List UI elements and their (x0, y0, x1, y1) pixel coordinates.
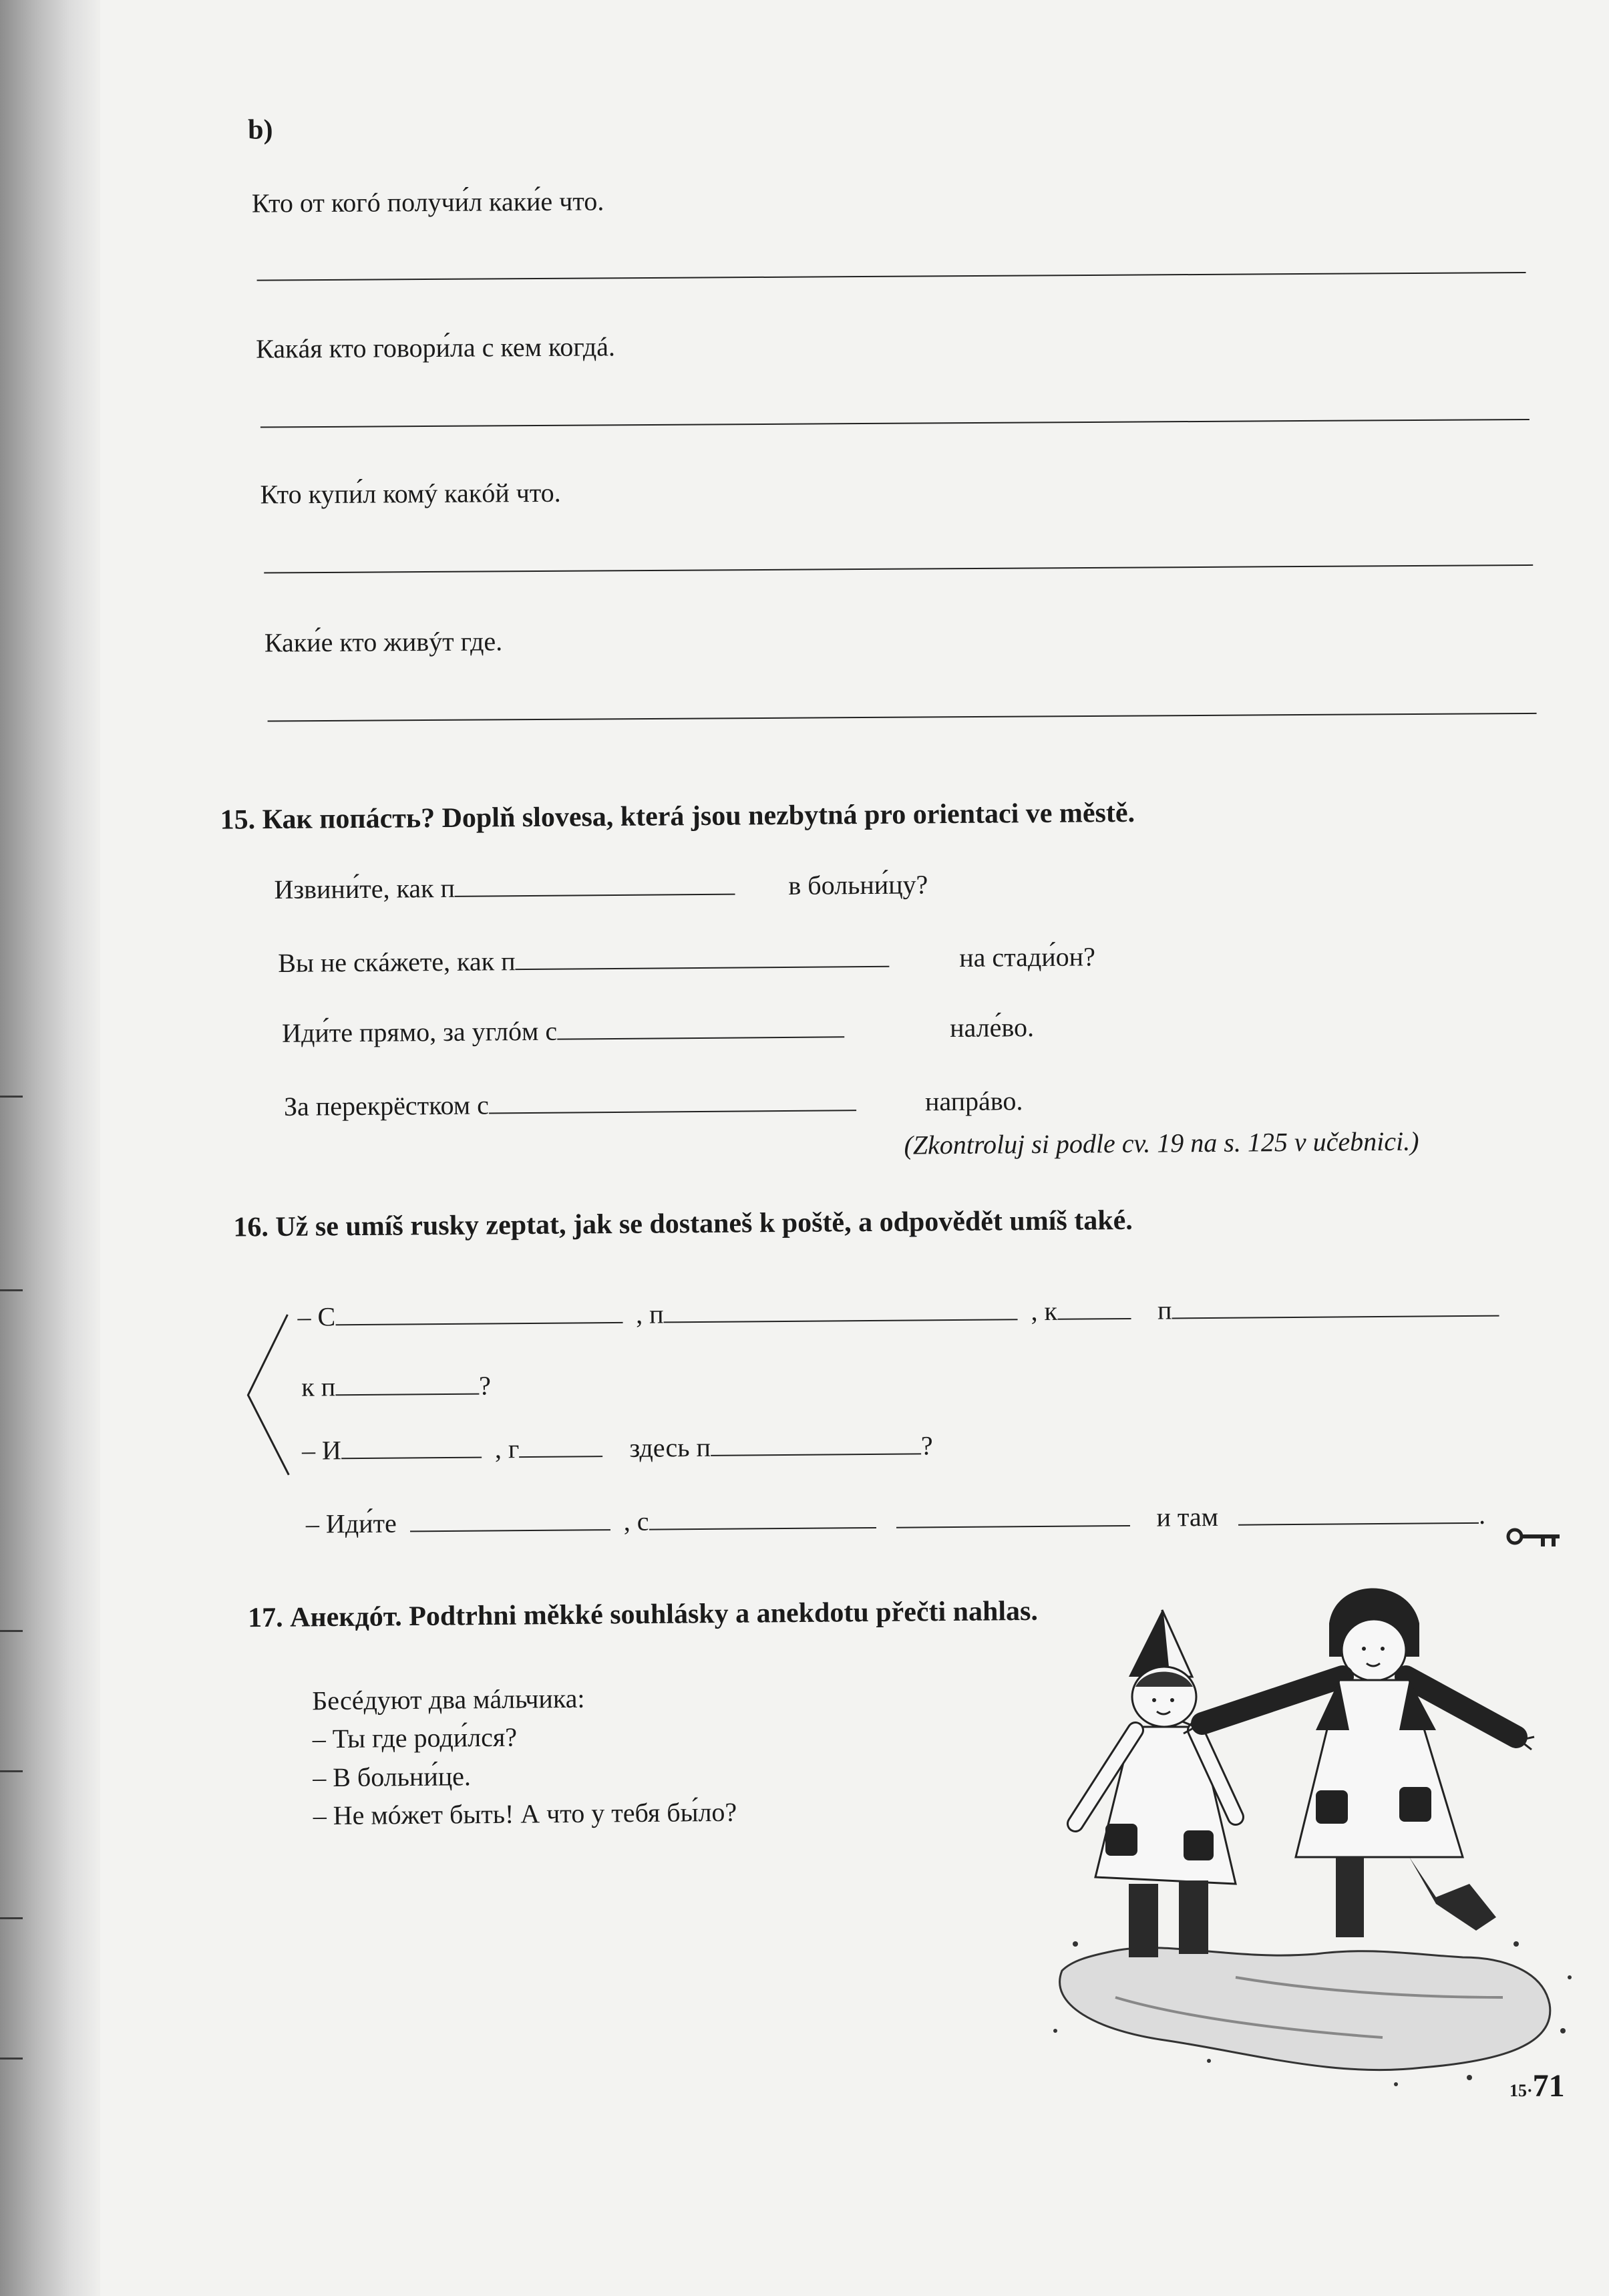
ex15-row-2 (278, 941, 1096, 979)
ex16-blank-2[interactable] (335, 1371, 479, 1396)
answer-line-1[interactable] (257, 272, 1526, 281)
ex15-note: (Zkontroluj si podle cv. 19 na s. 125 v učebnici.) (904, 1126, 1419, 1160)
ex16-line-3-d: ? (920, 1430, 933, 1461)
ex16-line-1-a: – С (297, 1301, 336, 1332)
ex17-line-4: – Не мóжет быть! А что у тебя бы́ло? (313, 1796, 737, 1831)
ex16-line-4-a: – Иди́те (305, 1508, 397, 1539)
ex16-line-2-a: к п (301, 1371, 336, 1402)
prompt-3: Кто купи́л комý какóй что. (260, 477, 561, 510)
ex16-line-1 (297, 1292, 1499, 1333)
ex15-row-4-after: напрáво. (924, 1086, 1023, 1117)
ex16-blank-3c[interactable] (711, 1430, 921, 1456)
page-number-separator: · (1527, 2081, 1533, 2100)
ex15-row-4 (283, 1086, 1023, 1122)
ex15-row-1-before: Извини́те, как п (274, 872, 456, 905)
ex16-blank-1d[interactable] (1172, 1293, 1499, 1319)
answer-line-2[interactable] (260, 419, 1530, 428)
answer-line-3[interactable] (264, 564, 1533, 574)
ex17-line-3: – В больни́це. (313, 1761, 472, 1793)
ex15-blank-3[interactable] (557, 1013, 844, 1039)
children-puddle-illustration (1035, 1570, 1596, 2091)
ex16-blank-4d[interactable] (1238, 1500, 1479, 1526)
ex16-line-1-d: п (1157, 1295, 1172, 1325)
ex15-row-1-after: в больни́цу? (788, 869, 928, 900)
ex15-blank-1[interactable] (455, 871, 735, 897)
answer-line-4[interactable] (268, 713, 1537, 722)
ex16-blank-1a[interactable] (335, 1299, 622, 1325)
ex16-line-1-c: , к (1031, 1295, 1058, 1327)
ex16-line-4-d: . (1478, 1499, 1486, 1530)
ex15-row-3 (281, 1012, 1035, 1049)
ex16-line-2-b: ? (478, 1370, 492, 1401)
ex15-row-2-before: Вы не скáжете, как п (278, 946, 516, 978)
ex16-line-2 (301, 1369, 491, 1402)
workbook-page (100, 0, 1609, 2296)
ex16-line-4 (306, 1499, 1485, 1540)
ex15-row-3-before: Иди́те прямо, за углóм с (281, 1015, 558, 1048)
ex16-blank-4b[interactable] (649, 1504, 876, 1530)
book-spine-shadow (0, 0, 100, 2296)
ex15-row-4-before: За перекрёстком с (283, 1090, 490, 1122)
ex16-blank-1c[interactable] (1057, 1295, 1131, 1320)
ex16-line-3 (302, 1430, 933, 1466)
ex16-line-4-b: , с (623, 1506, 649, 1536)
ex15-heading: 15. Как попáсть? Doplň slovesa, která jsou nezbytná pro orientaci ve městě. (220, 797, 1135, 836)
ex17-heading: 17. Анекдóт. Podtrhni měkké souhlásky a anekdotu přečti nahlas. (247, 1595, 1039, 1634)
ex15-blank-4[interactable] (489, 1087, 856, 1114)
ex17-line-1: Бесéдуют два мáльчика: (312, 1683, 585, 1716)
ex16-line-1-b: , п (635, 1299, 664, 1329)
ex16-line-4-c: и там (1156, 1501, 1219, 1532)
ex15-row-1 (274, 869, 928, 905)
answer-key-icon (1506, 1523, 1563, 1550)
prompt-2: Какáя кто говори́ла с кем когдá. (256, 331, 616, 364)
ex16-blank-3b[interactable] (519, 1433, 602, 1458)
prompt-1: Кто от когó получи́л каки́е что. (251, 186, 604, 218)
ex16-blank-4c[interactable] (896, 1502, 1129, 1528)
page-section-number: 15 (1509, 2081, 1527, 2100)
ex16-line-3-a: – И (301, 1435, 342, 1466)
ex16-line-3-b: , г (494, 1434, 520, 1464)
prompt-4: Каки́е кто живýт где. (264, 626, 503, 658)
ex15-row-2-after: на стади́он? (959, 941, 1096, 973)
ex17-line-2: – Ты где роди́лся? (312, 1721, 518, 1754)
ex16-blank-3a[interactable] (341, 1434, 482, 1460)
page-number-value: 71 (1532, 2068, 1565, 2104)
ex16-line-3-c: здесь п (629, 1432, 711, 1463)
ex16-blank-1b[interactable] (663, 1296, 1017, 1323)
section-b-label: b) (248, 114, 273, 146)
ex16-heading: 16. Už se umíš rusky zeptat, jak se dostaneš k poště, a odpovědět umíš také. (233, 1204, 1133, 1243)
ex15-row-3-after: нале́во. (949, 1012, 1035, 1043)
ex15-blank-2[interactable] (515, 943, 889, 970)
page-number (1509, 2068, 1565, 2104)
ex16-blank-4a[interactable] (410, 1506, 610, 1532)
dialogue-bracket (240, 1308, 302, 1482)
